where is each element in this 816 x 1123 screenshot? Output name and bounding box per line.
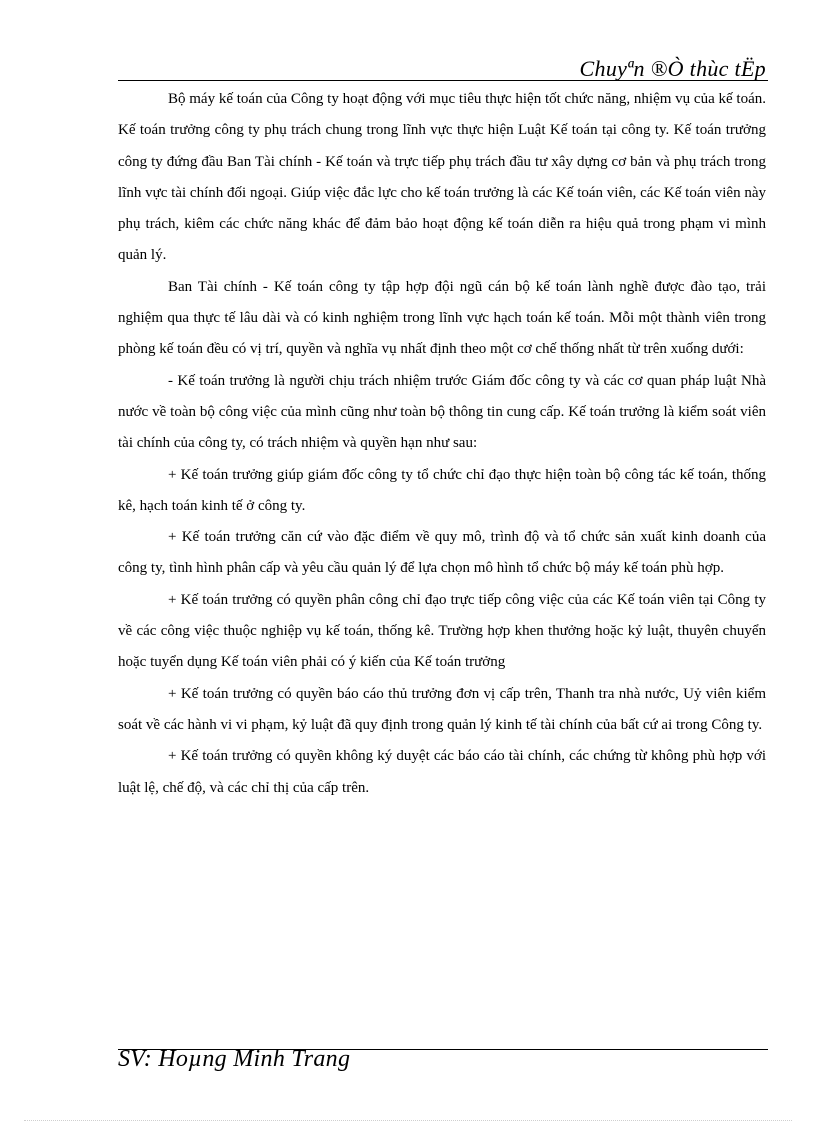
page-bottom-edge (24, 1120, 792, 1121)
paragraph-5: + Kế toán trưởng căn cứ vào đặc điểm về quy mô, trình độ và tổ chức sản xuất kinh doanh của công ty, tình hình phân cấp và yêu cầu quản lý để lựa chọn mô hình tổ chức bộ máy kế toán phù hợp. (118, 529, 766, 577)
paragraph-8: + Kế toán trưởng có quyền không ký duyệt các báo cáo tài chính, các chứng từ không phù hợp với luật lệ, chế độ, và các chỉ thị của cấp trên. (118, 748, 766, 796)
header-rule (118, 80, 768, 81)
paragraph-7: + Kế toán trưởng có quyền báo cáo thủ trưởng đơn vị cấp trên, Thanh tra nhà nước, Uỷ viên kiểm soát về các hành vi vi phạm, kỷ luật đã quy định trong quản lý kinh tế tài chính của bất cứ ai trong Công ty. (118, 685, 766, 733)
page-header-title: Chuyªn ®Ò thùc tËp (579, 56, 766, 81)
paragraph-6: + Kế toán trưởng có quyền phân công chỉ đạo trực tiếp công việc của các Kế toán viên tại Công ty về các công việc thuộc nghiệp vụ kế toán, thống kê. Trường hợp khen thưởng hoặc kỷ luật, thuyên chuyển hoặc tuyển dụng Kế toán viên phải có ý kiến của Kế toán trưởng (118, 591, 766, 671)
document-body (118, 84, 766, 804)
page-footer-author: SV: Hoµng Minh Trang (118, 1046, 351, 1072)
paragraph-1: Bộ máy kế toán của Công ty hoạt động với mục tiêu thực hiện tốt chức năng, nhiệm vụ của kế toán. Kế toán trưởng công ty phụ trách chung trong lĩnh vực thực hiện Luật Kế toán tại công ty. Kế toán trưởng công ty đứng đầu Ban Tài chính - Kế toán và trực tiếp phụ trách đầu tư xây dựng cơ bản và phụ trách trong lĩnh vực tài chính đối ngoại. Giúp việc đắc lực cho kế toán trưởng là các Kế toán viên, các Kế toán viên này phụ trách, kiêm các chức năng khác để đảm bảo hoạt động kế toán diễn ra hiệu quả trong phạm vi mình quản lý. (118, 91, 766, 264)
paragraph-3: - Kế toán trưởng là người chịu trách nhiệm trước Giám đốc công ty và các cơ quan pháp luật Nhà nước về toàn bộ công việc của mình cũng như toàn bộ thông tin cung cấp. Kế toán trưởng là kiểm soát viên tài chính của công ty, có trách nhiệm và quyền hạn như sau: (118, 372, 766, 452)
paragraph-2: Ban Tài chính - Kế toán công ty tập hợp đội ngũ cán bộ kế toán lành nghề được đào tạo, trải nghiệm qua thực tế lâu dài và có kinh nghiệm trong lĩnh vực hạch toán kế toán. Mỗi một thành viên trong phòng kế toán đều có vị trí, quyền và nghĩa vụ nhất định theo một cơ chế thống nhất từ trên xuống dưới: (118, 278, 766, 358)
paragraph-4: + Kế toán trưởng giúp giám đốc công ty tổ chức chỉ đạo thực hiện toàn bộ công tác kế toán, thống kê, hạch toán kinh tế ở công ty. (118, 466, 766, 514)
